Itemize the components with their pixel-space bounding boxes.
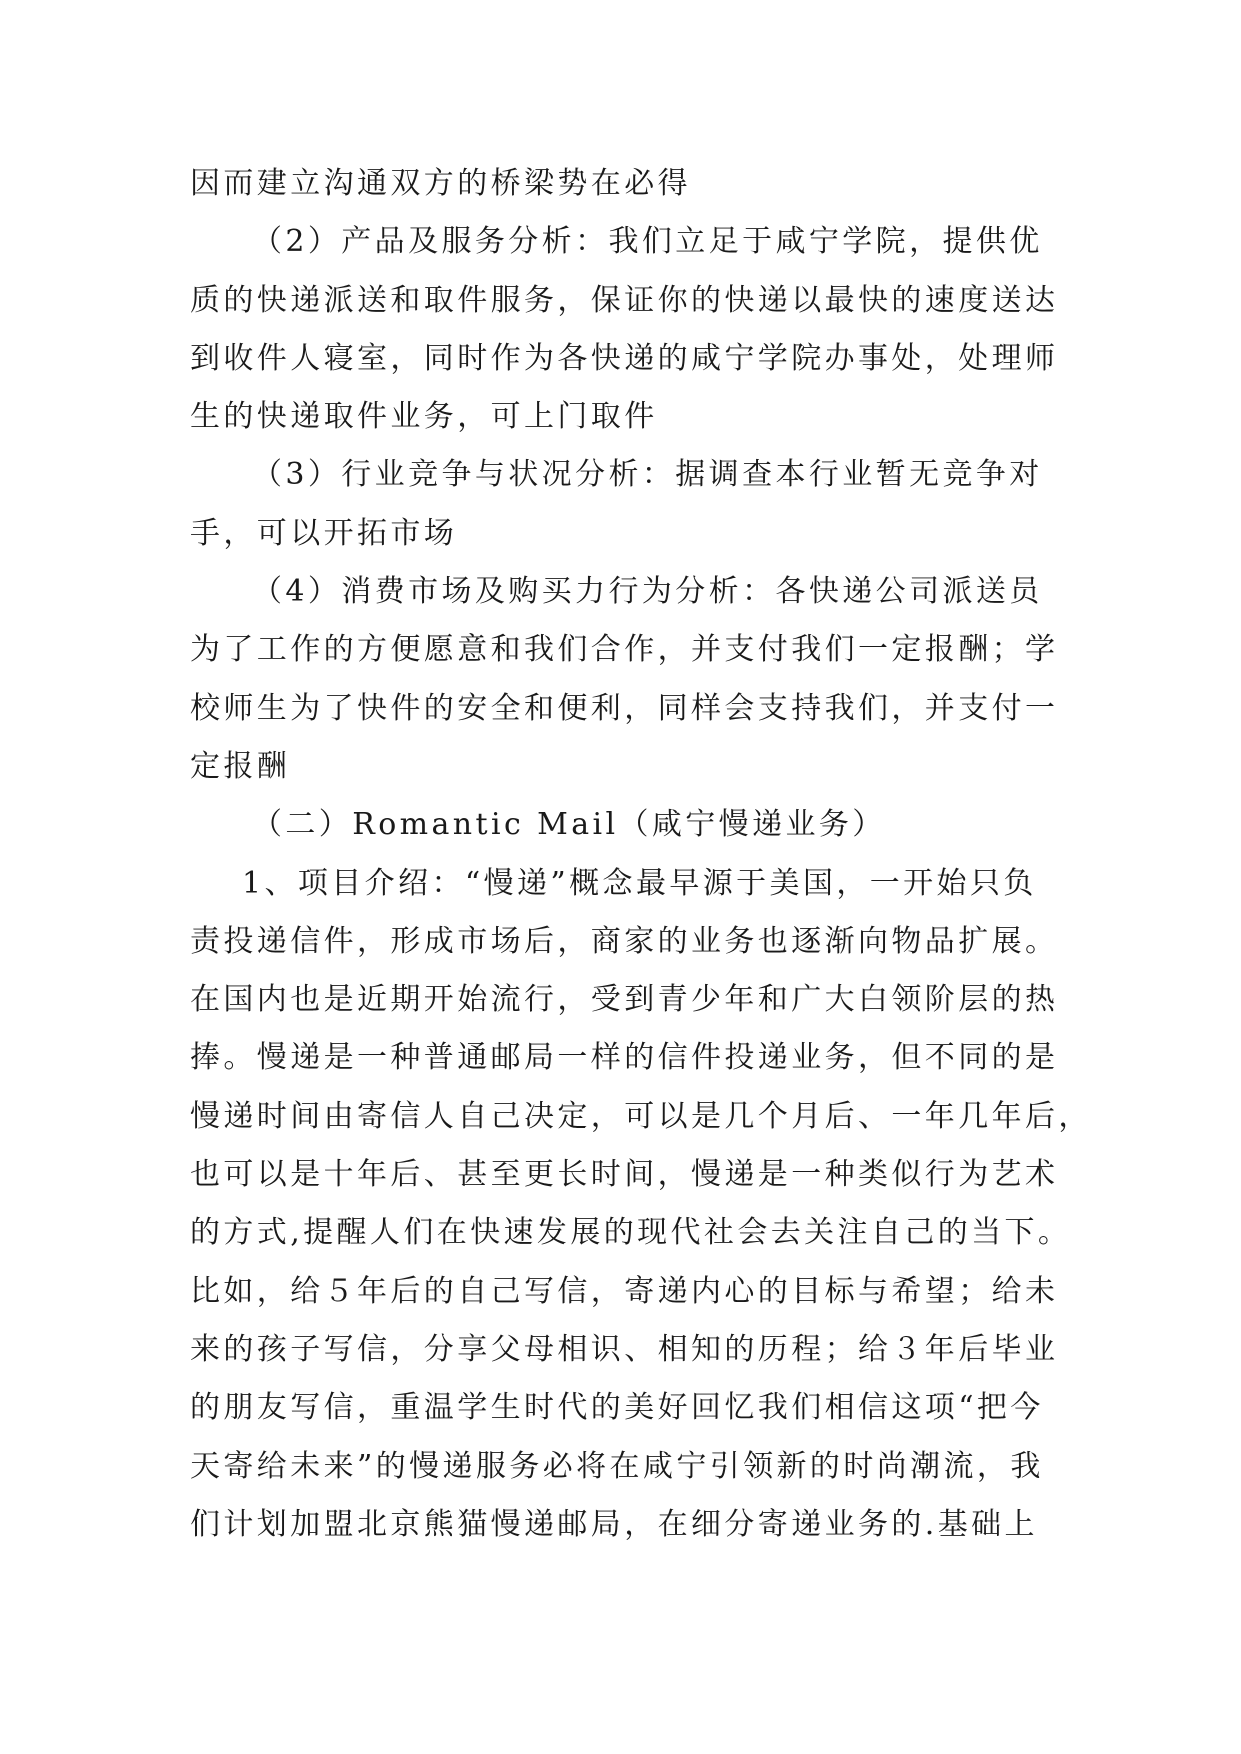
- text-line: 在国内也是近期开始流行，受到青少年和广大白领阶层的热: [190, 982, 1059, 1018]
- text-line: 的方式,提醒人们在快速发展的现代社会去关注自己的当下。: [190, 1215, 1072, 1251]
- paragraph-project-intro: 1、项目介绍：“慢递”概念最早源于美国，一开始只负: [242, 865, 1037, 901]
- text-line: 捧。慢递是一种普通邮局一样的信件投递业务，但不同的是: [190, 1040, 1059, 1076]
- text-line: 到收件人寝室，同时作为各快递的咸宁学院办事处，处理师: [190, 340, 1059, 376]
- text-line: 天寄给未来”的慢递服务必将在咸宁引领新的时尚潮流，我: [190, 1448, 1044, 1484]
- text-line: 慢递时间由寄信人自己决定，可以是几个月后、一年几年后，: [190, 1098, 1092, 1134]
- text-line: 校师生为了快件的安全和便利，同样会支持我们，并支付一: [190, 690, 1059, 726]
- text-line: 来的孩子写信，分享父母相识、相知的历程；给３年后毕业: [190, 1331, 1059, 1367]
- text-line: 定报酬: [190, 748, 291, 784]
- text-line: 们计划加盟北京熊猫慢递邮局，在细分寄递业务的.基础上: [190, 1506, 1038, 1542]
- paragraph-product-analysis: （2）产品及服务分析：我们立足于咸宁学院，提供优: [252, 224, 1043, 260]
- text-line: 生的快递取件业务，可上门取件: [190, 399, 658, 435]
- section-heading: （二）Romantic Mail（咸宁慢递业务）: [252, 807, 886, 843]
- paragraph-industry-analysis: （3）行业竞争与状况分析：据调查本行业暂无竞争对: [252, 457, 1043, 493]
- paragraph-market-analysis: （4）消费市场及购买力行为分析：各快递公司派送员: [252, 574, 1043, 610]
- text-line: 也可以是十年后、甚至更长时间，慢递是一种类似行为艺术: [190, 1157, 1059, 1193]
- text-line: 因而建立沟通双方的桥梁势在必得: [190, 166, 691, 201]
- text-line: 的朋友写信，重温学生时代的美好回忆我们相信这项“把今: [190, 1390, 1044, 1426]
- text-line: 手，可以开拓市场: [190, 515, 458, 551]
- text-line: 质的快递派送和取件服务，保证你的快递以最快的速度送达: [190, 282, 1059, 318]
- text-line: 为了工作的方便愿意和我们合作，并支付我们一定报酬；学: [190, 632, 1059, 668]
- body-text: [190, 155, 1092, 1554]
- text-line: 责投递信件，形成市场后，商家的业务也逐渐向物品扩展。: [190, 923, 1059, 959]
- text-line: 比如，给５年后的自己写信，寄递内心的目标与希望；给未: [190, 1273, 1059, 1309]
